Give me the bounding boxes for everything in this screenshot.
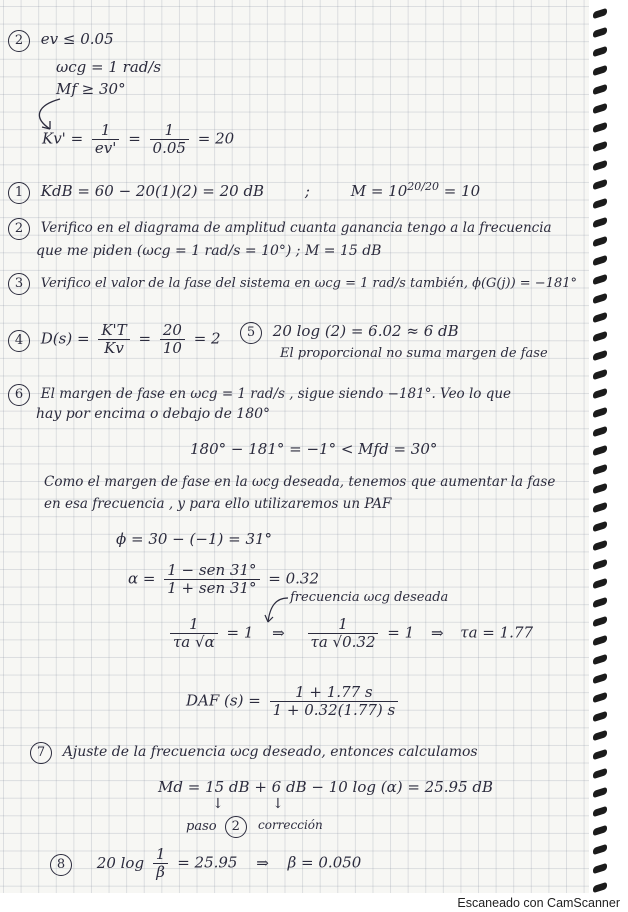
step-number: 2 — [8, 30, 30, 52]
freq-frac-1-den: τa √α — [173, 633, 215, 651]
intro-line-3: Mf ≥ 30° — [56, 80, 126, 98]
daf-num: 1 + 1.77 s — [270, 684, 399, 702]
step-7 — [30, 742, 478, 764]
step-4-eq: = — [138, 329, 152, 348]
freq-eq-2: = 1 — [387, 623, 415, 642]
binding-ring — [593, 84, 607, 96]
spiral-binding — [589, 0, 611, 893]
binding-ring — [593, 122, 607, 134]
binding-ring — [593, 654, 607, 666]
binding-ring — [593, 559, 607, 571]
binding-ring — [593, 787, 607, 799]
step-1-number: 1 — [8, 182, 30, 204]
step-2-number: 2 — [8, 218, 30, 240]
step-4-frac-1-den: Kv — [104, 339, 124, 357]
binding-ring — [593, 65, 607, 77]
freq-frac-1 — [170, 616, 218, 651]
binding-ring — [593, 217, 607, 229]
binding-ring — [593, 8, 607, 20]
step-1 — [8, 180, 480, 204]
binding-ring — [593, 179, 607, 191]
kv-frac-2-num: 1 — [150, 122, 189, 140]
kv-frac-1-num: 1 — [92, 122, 119, 140]
step-7-equation: Md = 15 dB + 6 dB − 10 log (α) = 25.95 dB — [158, 778, 494, 796]
intro-block — [8, 30, 114, 52]
step-8-frac-den: β — [156, 863, 165, 881]
binding-ring — [593, 521, 607, 533]
step-5 — [240, 322, 459, 344]
step-8-number: 8 — [50, 854, 72, 876]
freq-arrow-2: ⇒ — [430, 623, 444, 642]
frequency-note: frecuencia ωcg deseada — [290, 590, 449, 605]
step-7-label-1-num: 2 — [225, 816, 247, 838]
alpha-num: 1 − sen 31° — [164, 562, 259, 580]
alpha-frac — [164, 562, 259, 597]
binding-ring — [593, 46, 607, 58]
step-4-frac-2 — [160, 322, 185, 357]
binding-ring — [593, 673, 607, 685]
step-4-number: 4 — [8, 330, 30, 352]
alpha-lhs: α = — [128, 569, 156, 588]
step-4-frac-2-den: 10 — [162, 339, 182, 357]
step-8-result: β = 0.050 — [287, 853, 362, 872]
binding-ring — [593, 483, 607, 495]
step-2-line-2: que me piden (ωcg = 1 rad/s = 10°) ; M = 15 dB — [36, 243, 382, 259]
binding-ring — [593, 103, 607, 115]
kv-frac-1 — [92, 122, 119, 157]
step-8-mid: = 25.95 — [177, 853, 238, 872]
step-4-frac-2-num: 20 — [160, 322, 185, 340]
kv-frac-2 — [150, 122, 189, 157]
step-2-line-1: Verifico en el diagrama de amplitud cuanta ganancia tengo a la frecuencia — [40, 220, 552, 236]
step-1-text: KdB = 60 − 20(1)(2) = 20 dB — [40, 182, 265, 200]
phi-equation: ϕ = 30 − (−1) = 31° — [116, 530, 273, 548]
binding-ring — [593, 27, 607, 39]
step-4-lhs: D(s) = — [40, 329, 90, 348]
binding-ring — [593, 312, 607, 324]
freq-frac-2-den: τa √0.32 — [310, 633, 376, 651]
step-7-line-1: Ajuste de la frecuencia ωcg deseado, entonces calculamos — [62, 744, 478, 760]
paragraph-line-2: en esa frecuencia , y para ello utilizaremos un PAF — [44, 496, 392, 512]
binding-ring — [593, 692, 607, 704]
daf-den: 1 + 0.32(1.77) s — [272, 701, 396, 719]
binding-ring — [593, 426, 607, 438]
binding-ring — [593, 445, 607, 457]
daf-lhs: DAF (s) = — [186, 691, 261, 710]
step-6-line-2: hay por encima o debajo de 180° — [36, 406, 271, 422]
step-4-frac-1 — [98, 322, 129, 357]
step-1-m-result: = 10 — [443, 182, 481, 200]
step-7-label-1-text: paso — [186, 819, 217, 834]
binding-ring — [593, 293, 607, 305]
step-7-label-2: corrección — [258, 818, 323, 832]
binding-ring — [593, 825, 607, 837]
binding-ring — [593, 540, 607, 552]
binding-ring — [593, 274, 607, 286]
step-4-frac-1-num: K'T — [98, 322, 129, 340]
kv-lhs: Kv' = — [42, 129, 84, 148]
step-6-number: 6 — [8, 384, 30, 406]
binding-ring — [593, 882, 607, 893]
binding-ring — [593, 350, 607, 362]
step-6 — [8, 384, 511, 406]
daf-frac — [270, 684, 399, 719]
down-arrow-icon: ↓ — [212, 796, 224, 812]
binding-ring — [593, 141, 607, 153]
alpha-den: 1 + sen 31° — [167, 579, 257, 597]
freq-arrow-1: ⇒ — [272, 623, 285, 642]
frequency-equation — [166, 616, 533, 651]
binding-ring — [593, 635, 607, 647]
step-3-number: 3 — [8, 273, 30, 295]
binding-ring — [593, 255, 607, 267]
binding-ring — [593, 749, 607, 761]
alpha-result: = 0.32 — [268, 569, 320, 588]
binding-ring — [593, 730, 607, 742]
freq-frac-2-num: 1 — [308, 616, 379, 634]
kv-frac-1-den: ev' — [94, 139, 117, 157]
step-8-arrow: ⇒ — [256, 853, 269, 872]
binding-ring — [593, 863, 607, 875]
down-arrow-icon: ↓ — [272, 796, 284, 812]
binding-ring — [593, 711, 607, 723]
binding-ring — [593, 331, 607, 343]
binding-ring — [593, 464, 607, 476]
binding-ring — [593, 597, 607, 609]
binding-ring — [593, 236, 607, 248]
step-5-line-1: 20 log (2) = 6.02 ≈ 6 dB — [272, 322, 459, 340]
intro-line-2: ωcg = 1 rad/s — [56, 58, 162, 76]
step-6-line-1: El margen de fase en ωcg = 1 rad/s , sigue siendo −181°. Veo lo que — [40, 386, 512, 402]
binding-ring — [593, 616, 607, 628]
step-4-result: = 2 — [193, 329, 221, 348]
binding-ring — [593, 198, 607, 210]
binding-ring — [593, 806, 607, 818]
freq-result: τa = 1.77 — [460, 623, 534, 642]
step-1-sep: ; — [304, 182, 310, 200]
step-8-frac-num: 1 — [153, 846, 169, 864]
kv-line — [42, 122, 234, 157]
binding-ring — [593, 502, 607, 514]
step-4 — [8, 322, 221, 357]
binding-ring — [593, 407, 607, 419]
freq-eq-1: = 1 — [226, 623, 254, 642]
step-5-number: 5 — [240, 322, 262, 344]
step-1-m: M = 10 — [350, 182, 408, 200]
step-1-m-exp: 20/20 — [407, 180, 439, 193]
binding-ring — [593, 844, 607, 856]
step-2 — [8, 218, 552, 240]
paragraph-line-1: Como el margen de fase en la ωcg deseada, tenemos que aumentar la fase — [44, 474, 556, 490]
binding-ring — [593, 388, 607, 400]
daf-equation — [186, 684, 402, 719]
step-8 — [50, 846, 361, 881]
step-3 — [8, 273, 577, 295]
freq-frac-1-num: 1 — [170, 616, 218, 634]
binding-ring — [593, 768, 607, 780]
step-8-frac — [153, 846, 169, 881]
step-5-line-2: El proporcional no suma margen de fase — [280, 346, 548, 361]
binding-ring — [593, 578, 607, 590]
kv-result: = 20 — [197, 129, 235, 148]
kv-eq: = — [128, 129, 141, 148]
step-7-number: 7 — [30, 742, 52, 764]
binding-ring — [593, 369, 607, 381]
step-8-lhs: 20 log — [96, 853, 145, 872]
step-7-label-1 — [186, 816, 253, 838]
scanner-watermark: Escaneado con CamScanner — [457, 896, 620, 910]
intro-line-1: ev ≤ 0.05 — [40, 30, 114, 48]
freq-frac-2 — [308, 616, 379, 651]
binding-ring — [593, 160, 607, 172]
step-6-line-3: 180° − 181° = −1° < Mfd = 30° — [190, 440, 438, 458]
kv-frac-2-den: 0.05 — [152, 139, 186, 157]
step-3-text: Verifico el valor de la fase del sistema en ωcg = 1 rad/s también, ϕ(G(j)) = −181° — [40, 276, 578, 291]
